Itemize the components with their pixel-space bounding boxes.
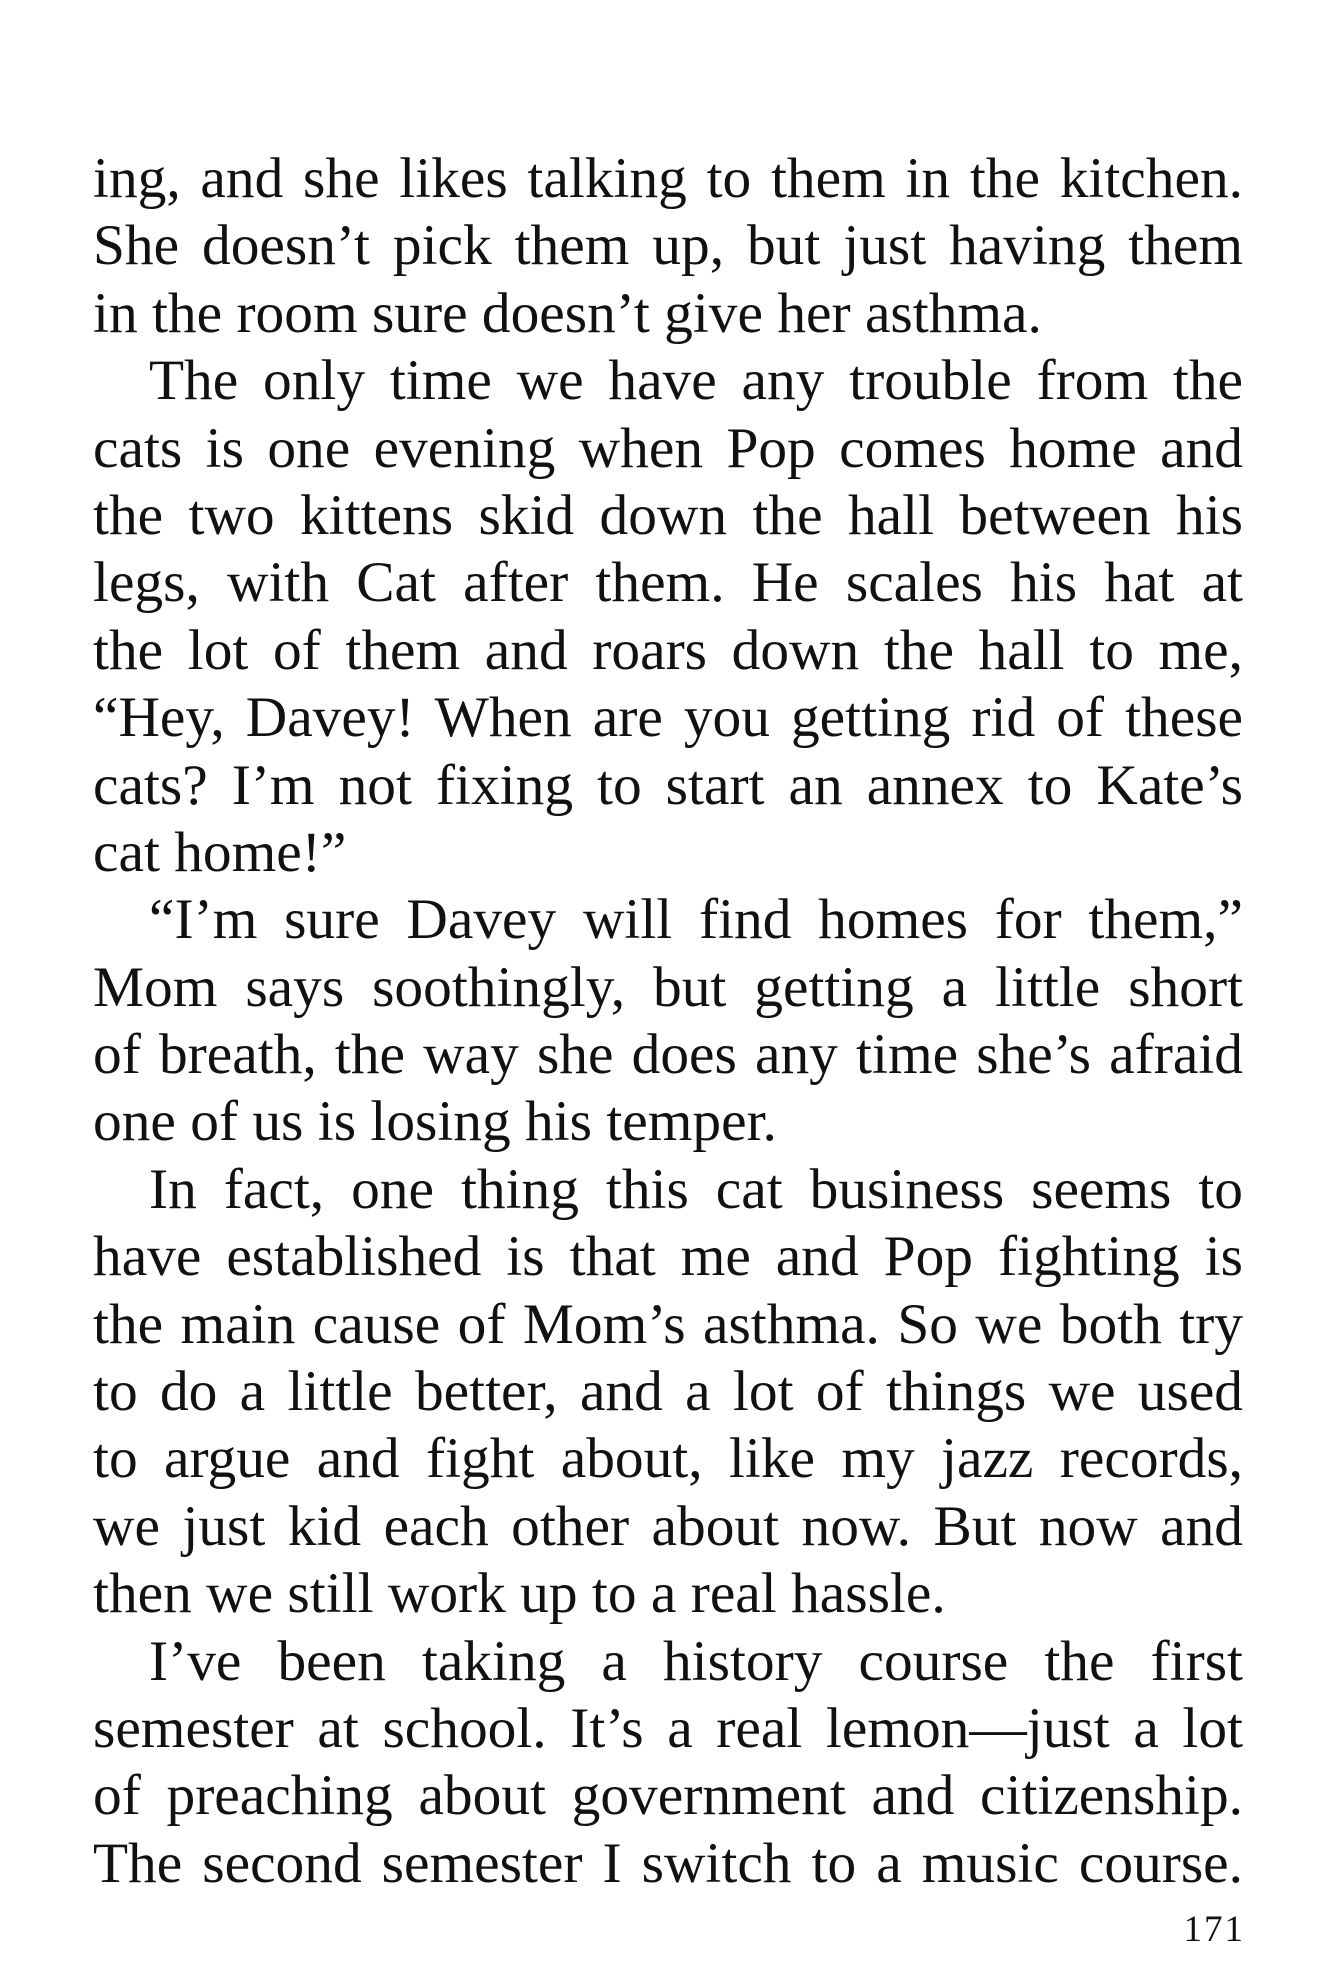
- paragraph: [93, 347, 1243, 886]
- text-line: in the room sure doesn’t give her asthma.: [93, 281, 1042, 345]
- paragraph: [93, 886, 1243, 1156]
- text-line: The only time we have any trouble from the: [149, 349, 1243, 413]
- page-number: 171: [1183, 1909, 1245, 1950]
- text-line: In fact, one thing this cat business seems to: [149, 1157, 1243, 1221]
- text-line: of breath, the way she does any time she’s afraid: [93, 1023, 1243, 1087]
- text-line: I’ve been taking a history course the first: [149, 1629, 1243, 1693]
- text-line: one of us is losing his temper.: [93, 1090, 777, 1154]
- text-line: have established is that me and Pop fighting is: [93, 1225, 1243, 1289]
- text-line: “Hey, Davey! When are you getting rid of these: [93, 686, 1243, 750]
- text-line: “I’m sure Davey will find homes for them,”: [149, 888, 1243, 952]
- text-line: legs, with Cat after them. He scales his hat at: [93, 551, 1243, 615]
- text-line: to argue and fight about, like my jazz records,: [93, 1427, 1243, 1491]
- text-line: of preaching about government and citizenship.: [93, 1764, 1243, 1828]
- text-line: cats is one evening when Pop comes home and: [93, 416, 1243, 480]
- paragraph: [93, 145, 1243, 347]
- text-line: semester at school. It’s a real lemon—just a lot: [93, 1696, 1243, 1760]
- text-line: cats? I’m not fixing to start an annex to Kate’s: [93, 753, 1243, 817]
- text-line: The second semester I switch to a music course.: [93, 1831, 1243, 1895]
- text-line: to do a little better, and a lot of things we used: [93, 1360, 1243, 1424]
- text-line: ing, and she likes talking to them in the kitchen.: [93, 147, 1243, 210]
- text-line: the main cause of Mom’s asthma. So we both try: [93, 1292, 1243, 1356]
- text-line: then we still work up to a real hassle.: [93, 1562, 946, 1626]
- text-line: Mom says soothingly, but getting a little short: [93, 955, 1243, 1019]
- text-line: cat home!”: [93, 820, 347, 884]
- text-line: She doesn’t pick them up, but just having them: [93, 214, 1243, 278]
- text-line: the lot of them and roars down the hall to me,: [93, 618, 1243, 682]
- paragraph: [93, 1628, 1243, 1898]
- paragraph: [93, 1156, 1243, 1628]
- book-page-body: [93, 145, 1243, 1897]
- text-line: the two kittens skid down the hall between his: [93, 483, 1243, 547]
- text-line: we just kid each other about now. But now and: [93, 1494, 1243, 1558]
